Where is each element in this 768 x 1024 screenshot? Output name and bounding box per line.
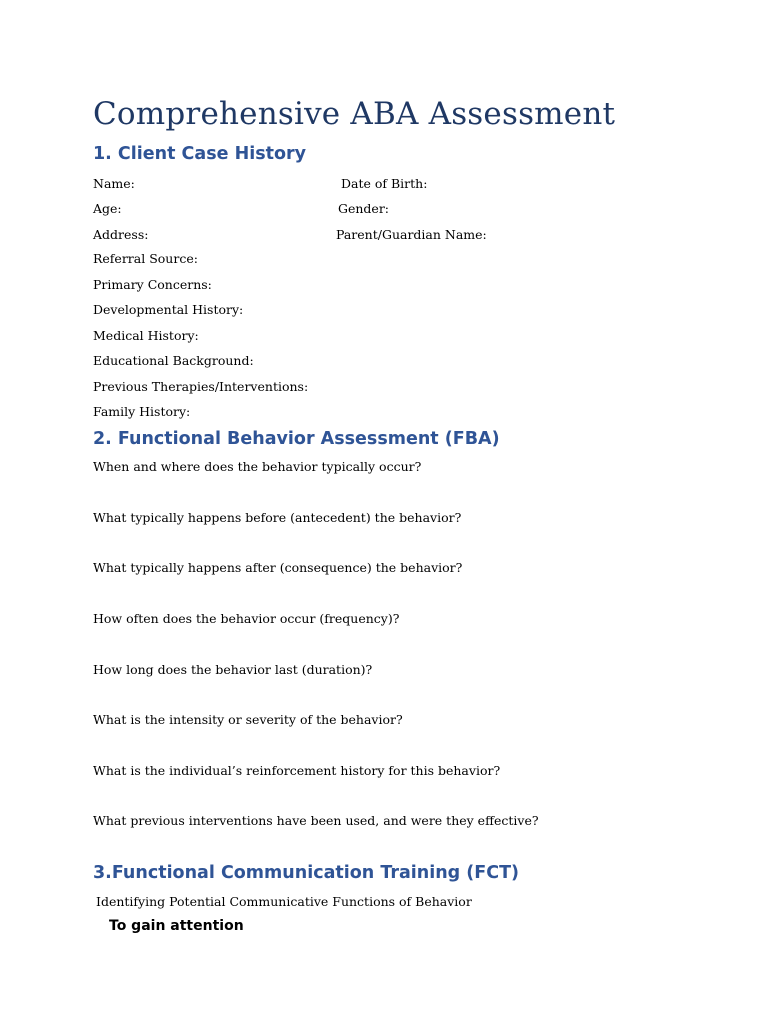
fba-question: When and where does the behavior typically occur?	[93, 459, 422, 474]
field-label-medical-history: Medical History:	[93, 328, 199, 343]
field-label-primary-concerns: Primary Concerns:	[93, 277, 212, 292]
fba-question: What is the individual’s reinforcement history for this behavior?	[93, 763, 501, 778]
fct-intro-text: Identifying Potential Communicative Functions of Behavior	[96, 894, 472, 909]
fct-item-gain-attention: To gain attention	[109, 918, 244, 934]
field-label-gender: Gender:	[338, 201, 390, 216]
fba-question: How often does the behavior occur (frequency)?	[93, 611, 400, 626]
field-label-referral-source: Referral Source:	[93, 251, 198, 266]
section-heading-fba: 2. Functional Behavior Assessment (FBA)	[93, 429, 500, 449]
field-label-parent-guardian-name: Parent/Guardian Name:	[336, 227, 487, 242]
section-heading-fct: 3.Functional Communication Training (FCT)	[93, 863, 520, 883]
field-label-date-of-birth: Date of Birth:	[341, 176, 428, 191]
fba-question: What previous interventions have been used, and were they effective?	[93, 813, 539, 828]
field-label-developmental-history: Developmental History:	[93, 302, 244, 317]
fba-question: How long does the behavior last (duration)?	[93, 662, 373, 677]
field-label-age: Age:	[93, 201, 122, 216]
field-label-previous-therapies: Previous Therapies/Interventions:	[93, 379, 309, 394]
fba-question: What is the intensity or severity of the behavior?	[93, 712, 403, 727]
field-label-name: Name:	[93, 176, 135, 191]
field-label-address: Address:	[93, 227, 149, 242]
fba-question: What typically happens before (antecedent) the behavior?	[93, 510, 462, 525]
section-heading-client-case-history: 1. Client Case History	[93, 144, 307, 164]
field-label-family-history: Family History:	[93, 404, 191, 419]
document-title: Comprehensive ABA Assessment	[93, 96, 616, 132]
fba-question: What typically happens after (consequence) the behavior?	[93, 560, 463, 575]
field-label-educational-background: Educational Background:	[93, 353, 254, 368]
